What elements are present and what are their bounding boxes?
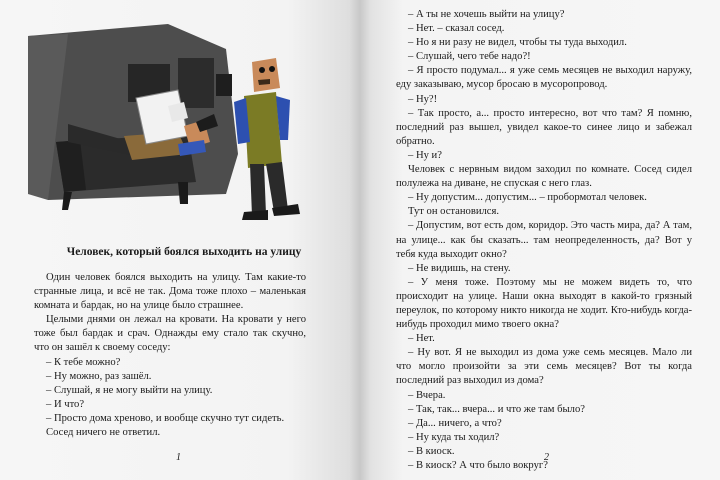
paragraph: – У меня тоже. Поэтому мы не можем видеть то, что происходит на улице. Наши окна выходят в какой-то грязный переулок, по которому никто никогда не ходит. Кто-нибудь когда-нибудь проходил мимо твоего окна?	[396, 276, 692, 331]
paragraph: Целыми днями он лежал на кровати. На кровати у него тоже был бардак и срач. Однажды ему стало так скучно, что он зашёл к своему соседу:	[34, 314, 306, 354]
story-title: Человек, который боялся выходить на улицу	[66, 246, 302, 258]
paragraph: – Ну вот. Я не выходил из дома уже семь месяцев. Мало ли что могло произойти за эти семь месяцев? Вот ты когда последний раз выходил из дома?	[396, 347, 692, 387]
paragraph: – Я просто подумал... я уже семь месяцев не выходил наружу, еду заказываю, мусор бросаю в мусоропровод.	[396, 65, 692, 91]
paragraph: – Не видишь, на стену.	[408, 262, 511, 274]
right-page	[360, 0, 720, 480]
illustration-sofa-leg-right	[178, 182, 188, 204]
illustration-neighbor-eye	[259, 67, 265, 73]
page-number-left: 1	[176, 452, 181, 463]
paragraph: – В киоск.	[408, 445, 455, 457]
paragraph: – Ну можно, раз зашёл.	[46, 370, 152, 382]
paragraph: – Ну куда ты ходил?	[408, 431, 500, 443]
paragraph: – Так, так... вчера... и что же там было?	[408, 403, 585, 415]
paragraph: Один человек боялся выходить на улицу. Там какие-то странные лица, и всё не так. Дома тоже плохо – маленькая комната и бардак, но на улице было страшнее.	[34, 272, 306, 312]
paragraph: – Нет. – сказал сосед.	[408, 23, 505, 35]
paragraph: – Вчера.	[408, 389, 446, 401]
paragraph: – Слушай, чего тебе надо?!	[408, 51, 531, 63]
paragraph: – А ты не хочешь выйти на улицу?	[408, 9, 565, 20]
illustration-neighbor-shoe	[242, 210, 268, 220]
paragraph: Сосед ничего не ответил.	[46, 427, 161, 439]
paragraph: Тут он остановился.	[408, 206, 500, 218]
paragraph: – К тебе можно?	[46, 356, 121, 368]
illustration-neighbor-mouth	[258, 79, 270, 85]
paragraph: – Так просто, а... просто интересно, вот что там? Я помню, последний раз вышел, увидел какое-то синее лицо и забежал обратно.	[396, 107, 692, 147]
paragraph: Человек с нервным видом заходил по комнате. Сосед сидел полулежа на диване, не спуская с него глаз.	[396, 164, 692, 190]
paragraph: – Ну и?	[408, 149, 442, 161]
illustration-neighbor-shirt	[244, 92, 282, 168]
paragraph: – Просто дома хреново, и вообще скучно тут сидеть.	[46, 412, 285, 424]
page-number-right: 2	[544, 452, 549, 463]
illustration-neighbor-leg-right	[266, 162, 288, 212]
right-page-text	[396, 8, 692, 473]
paragraph: – Да... ничего, а что?	[408, 417, 502, 429]
left-page-text	[34, 271, 306, 440]
illustration-neighbor-eye-right	[269, 66, 275, 72]
illustration-window-right	[178, 58, 214, 108]
paragraph: – Ну допустим... допустим... – пробормотал человек.	[408, 192, 647, 204]
paragraph: – В киоск? А что было вокруг?	[408, 460, 548, 471]
paragraph: – Допустим, вот есть дом, коридор. Это часть мира, да? А там, на улице... как бы сказать... там неопределенность, да? Вот у тебя куда выходит окно?	[396, 220, 692, 260]
paragraph: – Но я ни разу не видел, чтобы ты туда выходил.	[408, 37, 627, 49]
illustration-frame	[216, 74, 232, 96]
paragraph: – И что?	[46, 398, 85, 410]
paragraph: – Нет.	[408, 333, 435, 345]
illustration-neighbor-leg-left	[250, 164, 266, 216]
paragraph: – Ну?!	[408, 93, 438, 105]
paragraph: – Слушай, я не могу выйти на улицу.	[46, 384, 213, 396]
illustration	[28, 14, 333, 224]
illustration-neighbor-head	[252, 58, 280, 92]
